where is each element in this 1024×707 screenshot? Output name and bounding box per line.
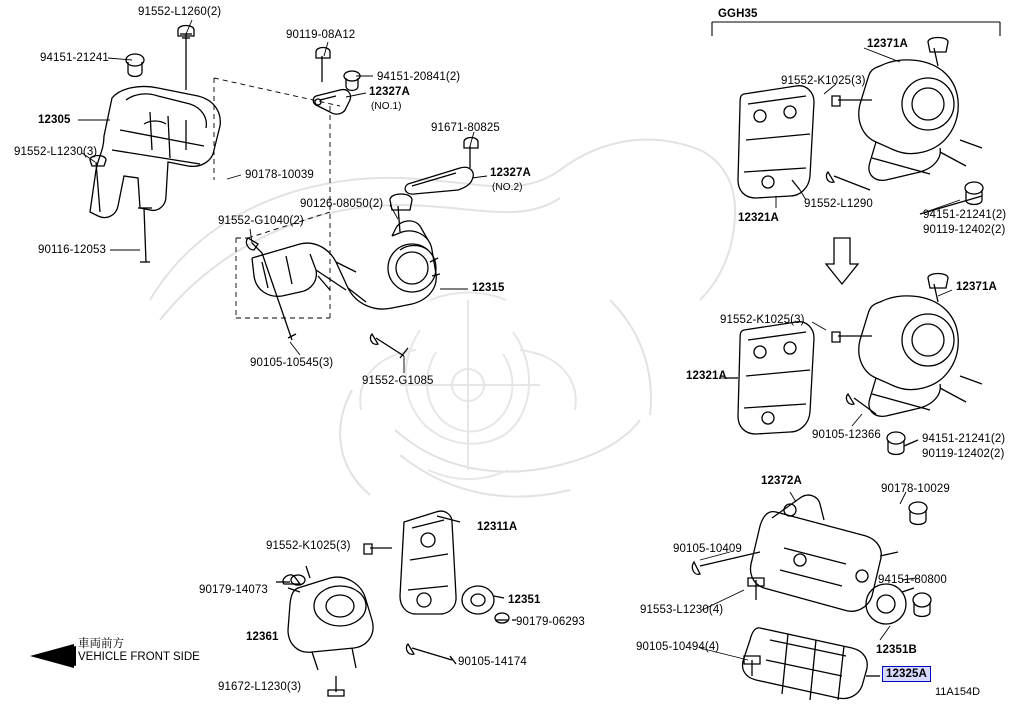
group-bracket-ggh35 bbox=[712, 22, 1000, 36]
part-label-94151-80800: 94151-80800 bbox=[878, 574, 947, 586]
part-label-90105-10409: 90105-10409 bbox=[673, 543, 742, 555]
part-label-12351: 12351 bbox=[508, 594, 541, 606]
part-label-12321A-upper: 12321A bbox=[738, 212, 779, 224]
part-label-90179-14073: 90179-14073 bbox=[199, 584, 268, 596]
part-label-90178-10039: 90178-10039 bbox=[245, 169, 314, 181]
vehicle-front-note-en: VEHICLE FRONT SIDE bbox=[78, 651, 200, 663]
part-label-12327A-no2: 12327A bbox=[490, 167, 531, 179]
part-12327A-no2 bbox=[405, 138, 478, 195]
part-label-90116-12053: 90116-12053 bbox=[38, 244, 107, 256]
part-label-91552-L1290: 91552-L1290 bbox=[804, 198, 873, 210]
part-label-12371A-lower: 12371A bbox=[956, 281, 997, 293]
diagram-id-code: 11A154D bbox=[935, 686, 981, 698]
part-label-91552-K1025-lower: 91552-K1025(3) bbox=[720, 314, 805, 326]
part-label-12327A-no1: 12327A bbox=[369, 86, 410, 98]
part-label-12321A-lower: 12321A bbox=[686, 370, 727, 382]
flow-arrow-icon bbox=[826, 238, 858, 284]
part-label-12311A: 12311A bbox=[477, 521, 518, 533]
part-12371A-upper bbox=[826, 38, 983, 215]
part-label-90105-10545: 90105-10545(3) bbox=[250, 357, 334, 369]
part-label-91553-L1230: 91553-L1230(4) bbox=[640, 604, 724, 616]
part-sublabel-no1: (NO.1) bbox=[371, 101, 402, 112]
part-12305-bracket bbox=[90, 26, 220, 263]
group-label-ggh35: GGH35 bbox=[718, 8, 758, 20]
part-label-90105-12366: 90105-12366 bbox=[812, 429, 881, 441]
part-label-90119-12402-upper: 90119-12402(2) bbox=[923, 224, 1006, 236]
part-label-90119-08A12: 90119-08A12 bbox=[286, 29, 356, 41]
vehicle-front-note bbox=[78, 638, 200, 664]
part-label-94151-21241-lower: 94151-21241(2) bbox=[922, 433, 1006, 445]
part-label-91552-K1025-left: 91552-K1025(3) bbox=[266, 540, 351, 552]
part-label-91552-L1230: 91552-L1230(3) bbox=[14, 146, 98, 158]
part-label-12351B: 12351B bbox=[876, 644, 917, 656]
part-12321A-lower bbox=[726, 322, 814, 434]
part-label-12315: 12315 bbox=[472, 282, 505, 294]
part-label-12371A-upper: 12371A bbox=[867, 38, 908, 50]
part-label-94151-21241-upper: 94151-21241(2) bbox=[923, 209, 1007, 221]
part-label-12361: 12361 bbox=[246, 631, 279, 643]
part-label-91552-K1025-upper: 91552-K1025(3) bbox=[781, 75, 866, 87]
part-label-90105-10494: 90105-10494(4) bbox=[636, 641, 720, 653]
highlight-chip: 12325A bbox=[882, 666, 931, 682]
part-label-90119-12402-lower: 90119-12402(2) bbox=[922, 448, 1005, 460]
part-label-91552-G1040: 91552-G1040(2) bbox=[218, 215, 304, 227]
part-label-91671-80825: 91671-80825 bbox=[431, 122, 500, 134]
part-label-90105-14174: 90105-14174 bbox=[458, 656, 527, 668]
part-label-94151-20841: 94151-20841(2) bbox=[377, 71, 461, 83]
part-label-94151-21241: 94151-21241 bbox=[40, 52, 109, 64]
part-label-12305: 12305 bbox=[38, 114, 71, 126]
part-label-90179-06293: 90179-06293 bbox=[516, 616, 585, 628]
part-12321A-upper bbox=[738, 86, 814, 198]
part-label-91552-G1085: 91552-G1085 bbox=[362, 375, 434, 387]
part-12327A-no1 bbox=[313, 48, 360, 115]
vehicle-front-note-jp: 車両前方 bbox=[78, 638, 124, 650]
part-label-91552-L1260: 91552-L1260(2) bbox=[138, 6, 222, 18]
part-12311A-bracket bbox=[400, 511, 460, 614]
part-label-12372A: 12372A bbox=[761, 475, 802, 487]
part-label-91672-L1230: 91672-L1230(3) bbox=[218, 681, 302, 693]
part-sublabel-no2: (NO.2) bbox=[492, 182, 523, 193]
part-label-90178-10029: 90178-10029 bbox=[881, 483, 950, 495]
part-12361-mount bbox=[276, 544, 516, 696]
part-label-90126-08050: 90126-08050(2) bbox=[300, 198, 384, 210]
highlighted-part-label[interactable] bbox=[882, 668, 931, 681]
part-12371A-lower bbox=[832, 274, 982, 455]
vehicle-front-arrow-icon bbox=[30, 644, 76, 668]
